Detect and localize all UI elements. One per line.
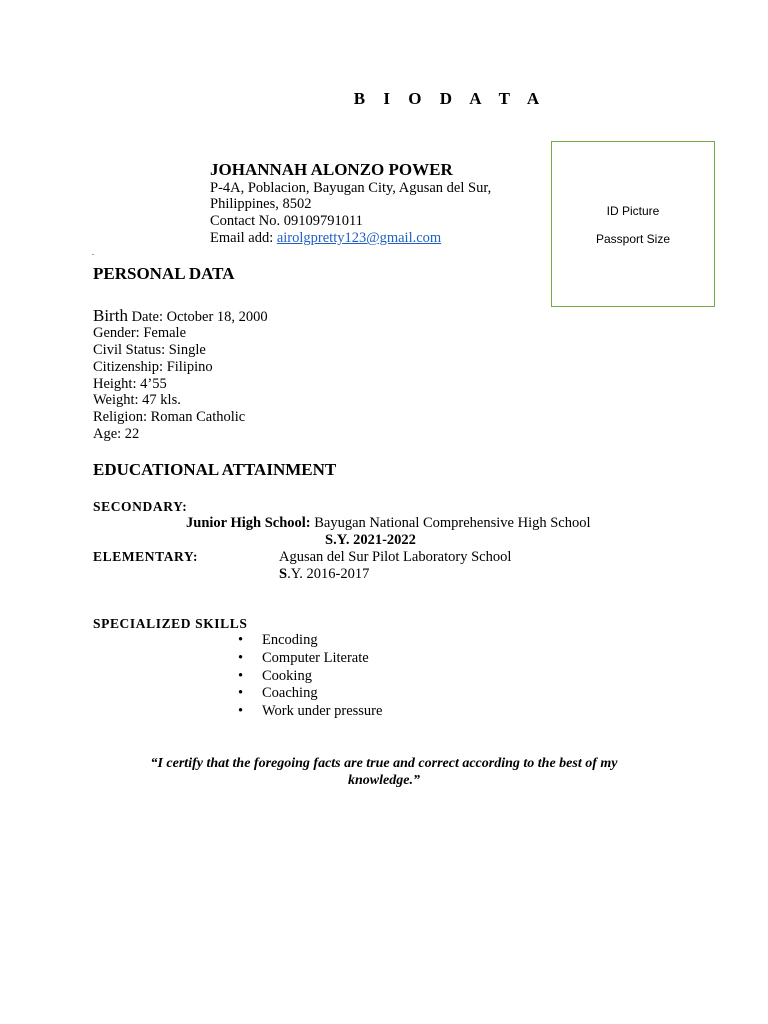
address-line-2: Philippines, 8502 (210, 196, 312, 212)
photo-box-label-1: ID Picture (606, 204, 660, 218)
skill-item (238, 650, 382, 668)
email-label: Email add: (210, 230, 277, 246)
certification-line-1: “I certify that the foregoing facts are true and correct according to the best of my (150, 756, 618, 771)
skill-label: Work under pressure (262, 703, 383, 720)
religion: Religion: Roman Catholic (93, 409, 246, 425)
junior-high-school-year: S.Y. 2021-2022 (325, 532, 416, 548)
skill-item (238, 703, 382, 721)
skills-heading: SPECIALIZED SKILLS (93, 616, 248, 631)
stray-dot: . (92, 248, 94, 257)
applicant-name: JOHANNAH ALONZO POWER (210, 160, 453, 179)
personal-data-heading: PERSONAL DATA (93, 264, 235, 283)
elementary-label: ELEMENTARY: (93, 549, 199, 564)
gender: Gender: Female (93, 325, 187, 341)
bullet-icon: • (238, 649, 244, 666)
birth-date-value: Date: October 18, 2000 (127, 309, 268, 325)
certification-line-2: knowledge.” (348, 773, 420, 788)
email-row (210, 230, 441, 247)
age: Age: 22 (93, 426, 140, 442)
skill-label: Encoding (262, 632, 318, 648)
contact-number: Contact No. 09109791011 (210, 213, 363, 229)
education-heading: EDUCATIONAL ATTAINMENT (93, 460, 337, 479)
elementary-school-year (279, 566, 369, 583)
citizenship: Citizenship: Filipino (93, 359, 213, 375)
birth-word: Birth (93, 306, 128, 325)
junior-high-row (186, 515, 591, 532)
skills-list (238, 632, 382, 721)
junior-high-label: Junior High School: (186, 515, 311, 531)
skill-label: Cooking (262, 667, 312, 684)
junior-high-school: Bayugan National Comprehensive High School (310, 515, 591, 531)
photo-box-label-2: Passport Size (595, 232, 671, 246)
secondary-label: SECONDARY: (93, 499, 188, 514)
elementary-school: Agusan del Sur Pilot Laboratory School (279, 549, 512, 565)
birth-date (93, 306, 268, 326)
skill-label: Computer Literate (262, 649, 369, 666)
civil-status: Civil Status: Single (93, 342, 206, 358)
elementary-sy-rest: .Y. 2016-2017 (287, 566, 370, 582)
bullet-icon: • (238, 685, 244, 702)
elementary-sy-initial: S (279, 566, 288, 582)
bullet-icon: • (238, 667, 244, 684)
bullet-icon: • (238, 632, 244, 648)
weight: Weight: 47 kls. (93, 392, 181, 408)
certification-statement (0, 755, 768, 789)
document-title: B I O D A T A (353, 89, 547, 108)
address-line-1: P-4A, Poblacion, Bayugan City, Agusan del Sur, (210, 180, 492, 196)
skill-item (238, 632, 382, 650)
email-link[interactable]: airolgpretty123@gmail.com (276, 230, 442, 246)
skill-item (238, 668, 382, 686)
height: Height: 4’55 (93, 376, 167, 392)
skill-item (238, 685, 382, 703)
skill-label: Coaching (262, 685, 318, 702)
bullet-icon: • (238, 703, 244, 720)
id-picture-box (551, 141, 715, 307)
